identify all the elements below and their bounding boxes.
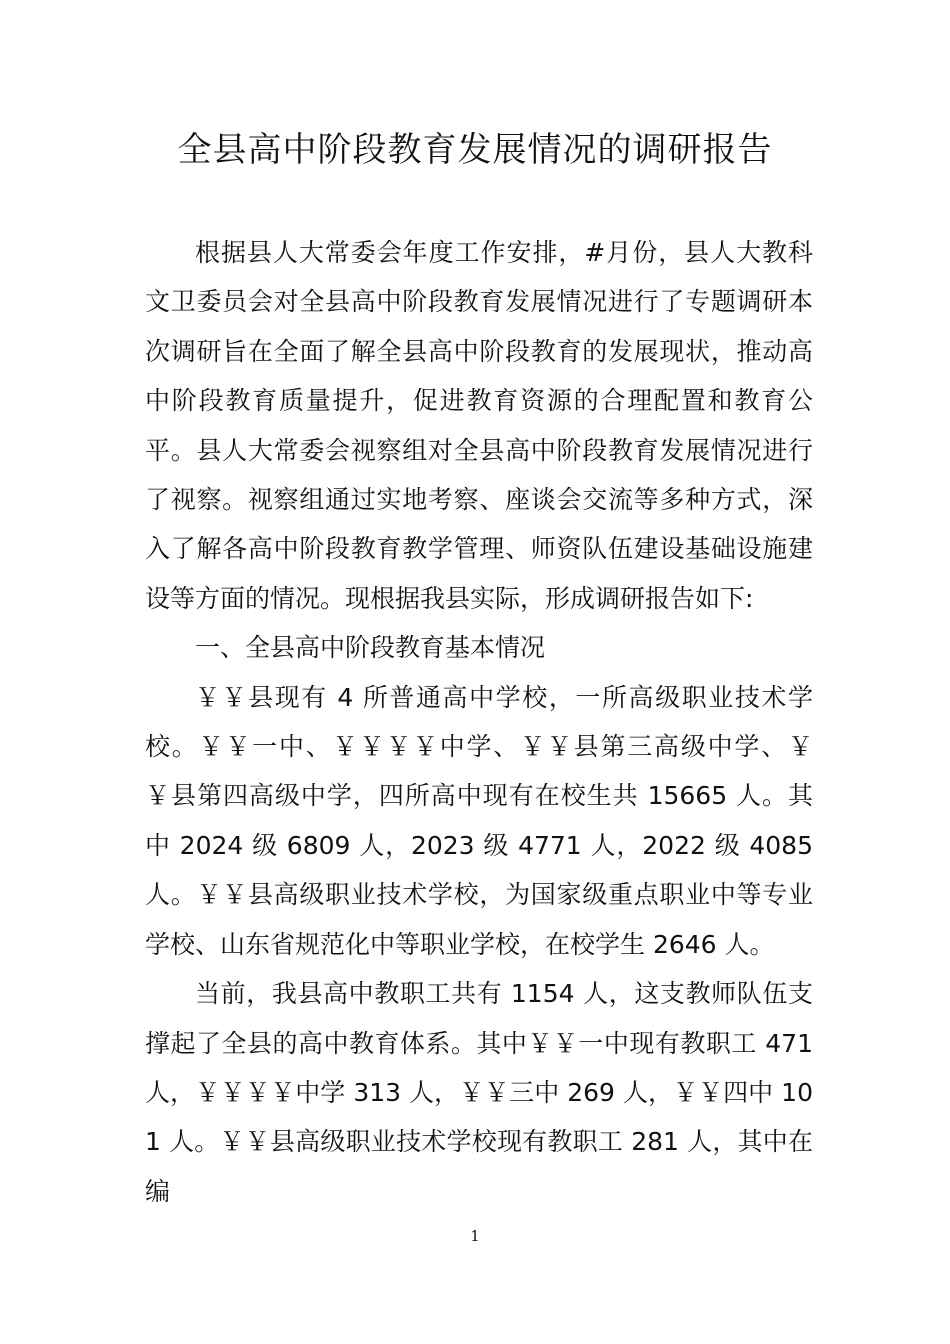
staff-paragraph: 当前，我县高中教职工共有 1154 人，这支教师队伍支撑起了全县的高中教育体系。其中￥￥一中现有教职工 471 人，￥￥￥￥中学 313 人，￥￥三中 269 人，￥￥四中 101 人。￥￥县高级职业技术学校现有教职工 281 人，其中在编 [145, 979, 813, 1206]
document-body [145, 228, 813, 1216]
intro-paragraph: 根据县人大常委会年度工作安排，#月份，县人大教科文卫委员会对全县高中阶段教育发展情况进行了专题调研本次调研旨在全面了解全县高中阶段教育的发展现状，推动高中阶段教育质量提升，促进教育资源的合理配置和教育公平。县人大常委会视察组对全县高中阶段教育发展情况进行了视察。视察组通过实地考察、座谈会交流等多种方式，深入了解各高中阶段教育教学管理、师资队伍建设基础设施建设等方面的情况。现根据我县实际，形成调研报告如下: [145, 238, 813, 613]
schools-paragraph: ￥￥县现有 4 所普通高中学校，一所高级职业技术学校。￥￥一中、￥￥￥￥中学、￥￥县第三高级中学、￥￥县第四高级中学，四所高中现有在校生共 15665 人。其中 2024 级 6809 人，2023 级 4771 人，2022 级 4085 人。￥￥县高级职业技术学校，为国家级重点职业中等专业学校、山东省规范化中等职业学校，在校学生 2646 人。 [145, 682, 813, 959]
document-title: 全县高中阶段教育发展情况的调研报告 [177, 130, 773, 170]
section-heading: 一、全县高中阶段教育基本情况 [195, 633, 546, 663]
page-number: 1 [470, 1227, 480, 1245]
